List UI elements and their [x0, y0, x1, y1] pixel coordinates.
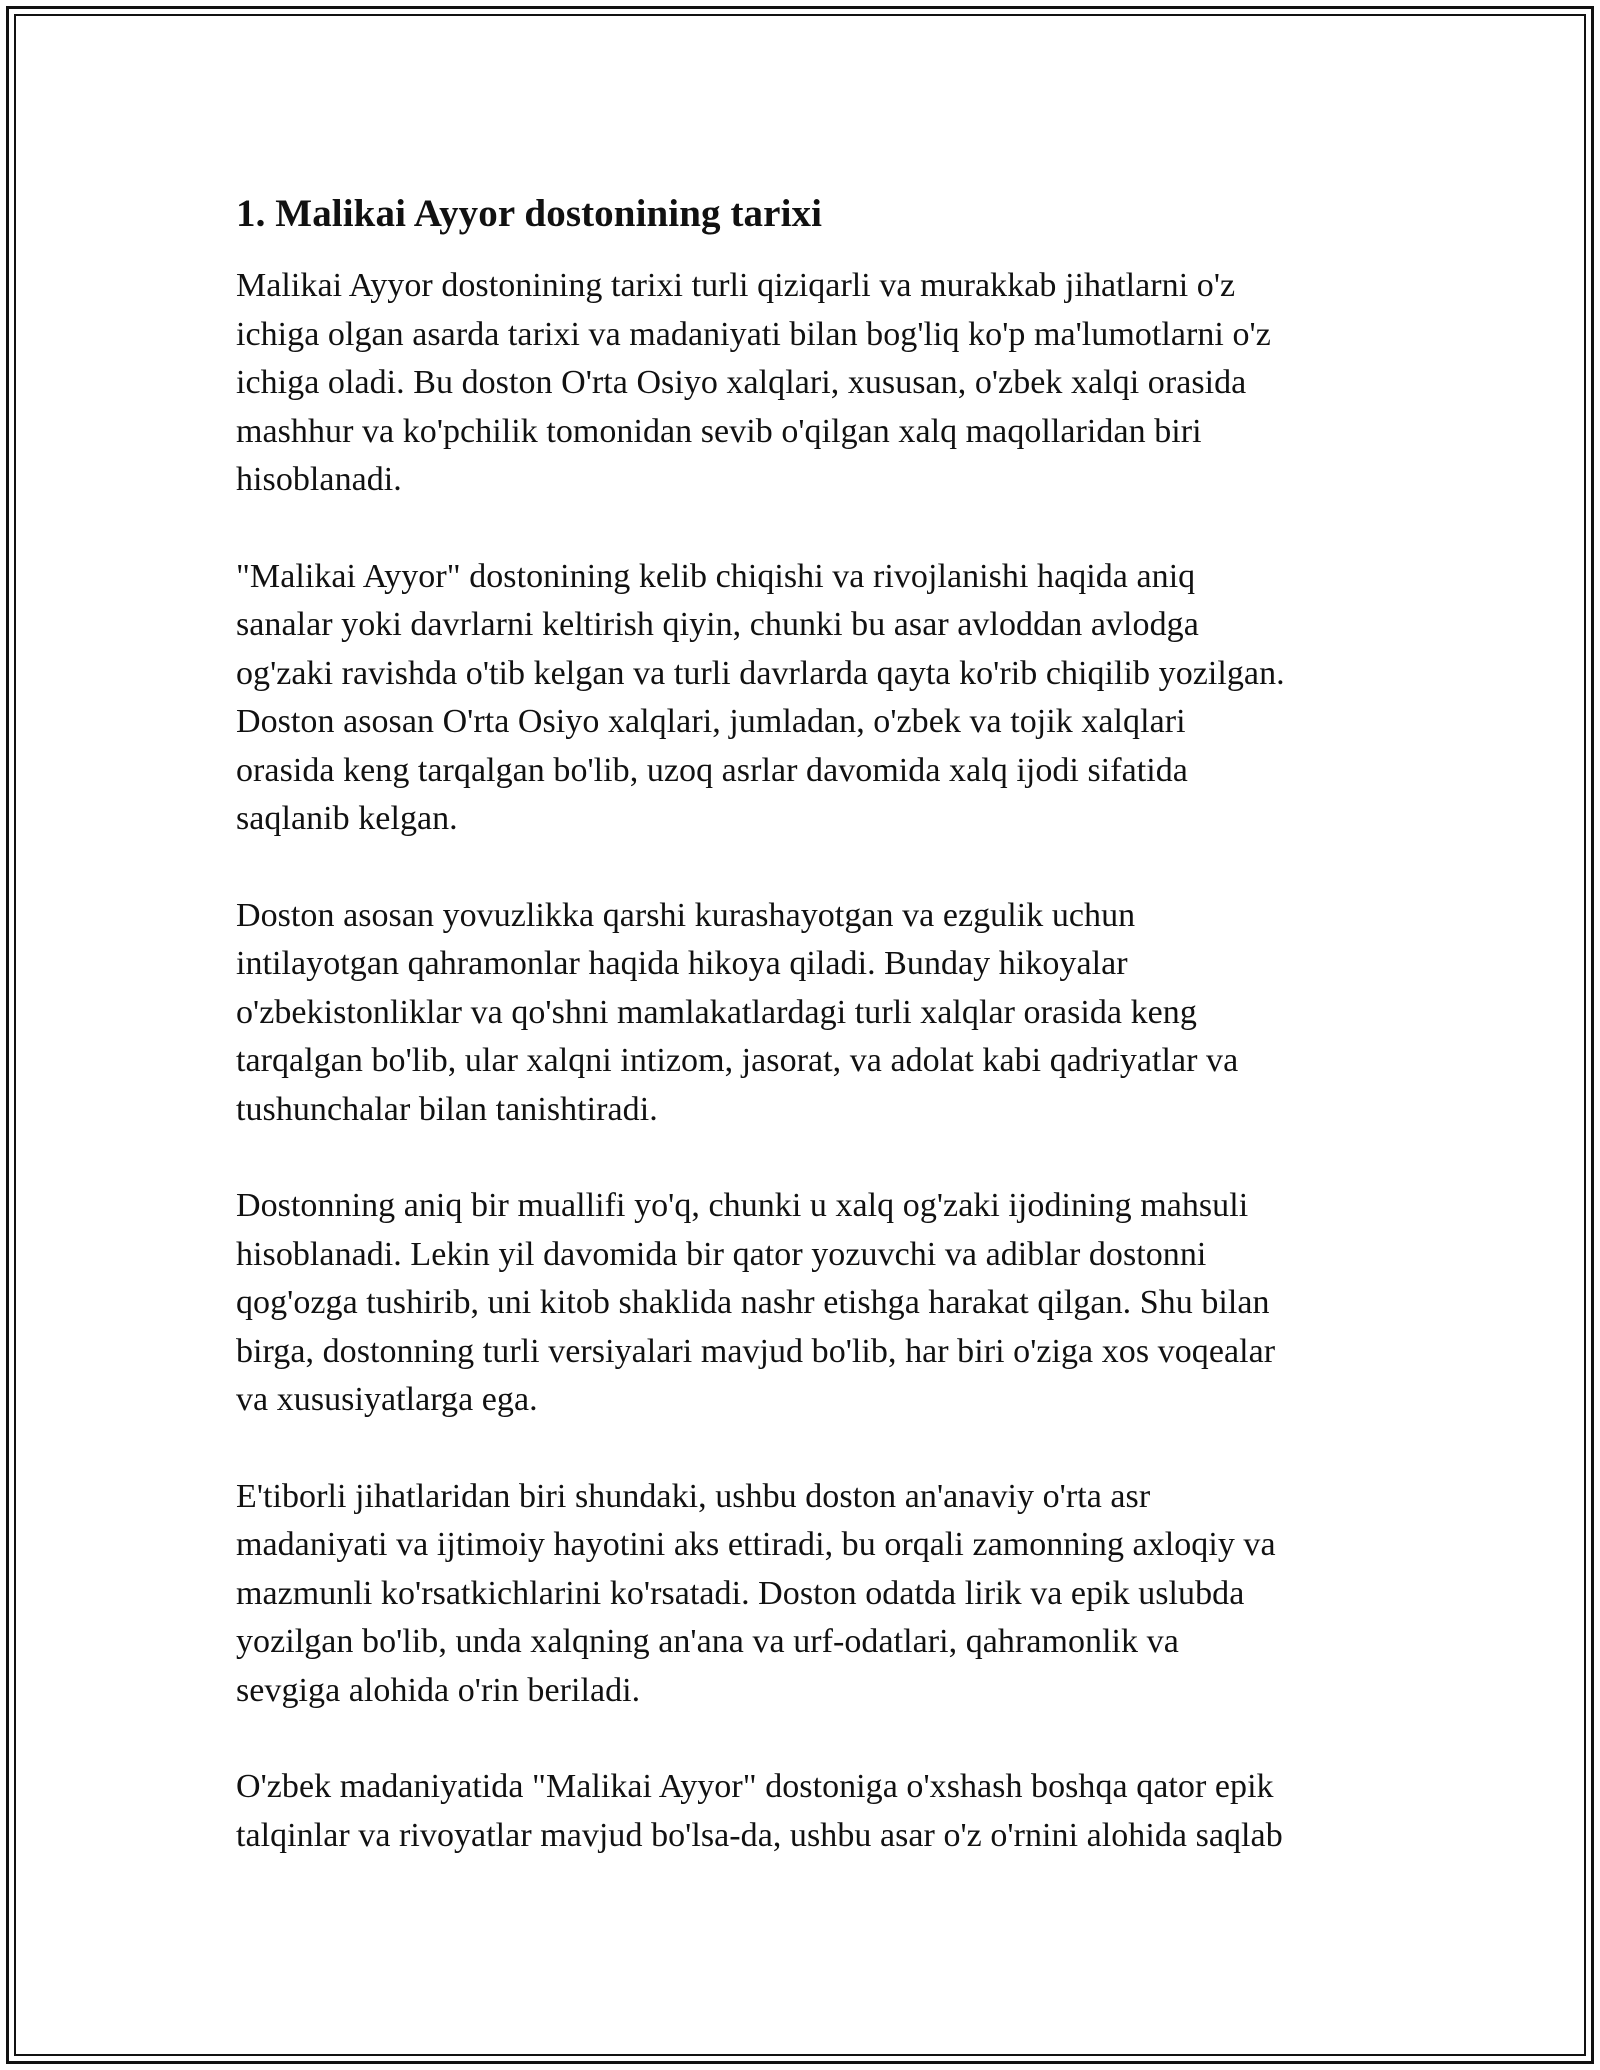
paragraph-line: Malikai Ayyor dostonining tarixi turli qiziqarli va murakkab jihatlarni o'z [236, 267, 1236, 304]
paragraph-line: orasida keng tarqalgan bo'lib, uzoq asrlar davomida xalq ijodi sifatida [236, 751, 1188, 789]
paragraph-line: yozilgan bo'lib, unda xalqning an'ana va urf-odatlari, qahramonlik va [236, 1623, 1179, 1660]
paragraph-line: O'zbek madaniyatida "Malikai Ayyor" dostoniga o'xshash boshqa qator epik [236, 1768, 1274, 1805]
paragraph-line: hisoblanadi. Lekin yil davomida bir qator yozuvchi va adiblar dostonni [236, 1235, 1207, 1273]
paragraph [236, 892, 1370, 1135]
paragraph [236, 1473, 1370, 1716]
paragraph-line: saqlanib kelgan. [236, 800, 458, 837]
paragraph-line: intilayotgan qahramonlar haqida hikoya qiladi. Bunday hikoyalar [236, 945, 1128, 982]
paragraph-line: va xususiyatlarga ega. [236, 1381, 538, 1418]
paragraph-line: hisoblanadi. [236, 461, 402, 498]
paragraph-line: birga, dostonning turli versiyalari mavjud bo'lib, har biri o'ziga xos voqealar [236, 1332, 1276, 1370]
paragraph-line: sanalar yoki davrlarni keltirish qiyin, chunki bu asar avloddan avlodga [236, 606, 1199, 643]
paragraph-line: tarqalgan bo'lib, ular xalqni intizom, jasorat, va adolat kabi qadriyatlar va [236, 1042, 1239, 1079]
paragraph [236, 1182, 1370, 1425]
document-content [236, 186, 1370, 1908]
paragraph-line: Dostonning aniq bir muallifi yo'q, chunki u xalq og'zaki ijodining mahsuli [236, 1187, 1249, 1224]
paragraph-line: o'zbekistonliklar va qo'shni mamlakatlardagi turli xalqlar orasida keng [236, 993, 1197, 1031]
paragraph-line: ichiga oladi. Bu doston O'rta Osiyo xalqlari, xususan, o'zbek xalqi orasida [236, 364, 1247, 401]
paragraph-line: tushunchalar bilan tanishtiradi. [236, 1090, 658, 1128]
paragraph-line: mashhur va ko'pchilik tomonidan sevib o'qilgan xalq maqollaridan biri [236, 412, 1202, 450]
paragraph-line: ichiga olgan asarda tarixi va madaniyati bilan bog'liq ko'p ma'lumotlarni o'z [236, 315, 1271, 353]
paragraph-line: E'tiborli jihatlaridan biri shundaki, ushbu doston an'anaviy o'rta asr [236, 1477, 1151, 1515]
paragraph-line: talqinlar va rivoyatlar mavjud bo'lsa-da, ushbu asar o'z o'rnini alohida saqlab [236, 1816, 1283, 1854]
paragraph-line: Doston asosan O'rta Osiyo xalqlari, jumladan, o'zbek va tojik xalqlari [236, 703, 1186, 740]
paragraph-line: "Malikai Ayyor" dostonining kelib chiqishi va rivojlanishi haqida aniq [236, 557, 1196, 595]
paragraph-line: mazmunli ko'rsatkichlarini ko'rsatadi. Doston odatda lirik va epik uslubda [236, 1574, 1245, 1612]
paragraph [236, 1763, 1370, 1860]
paragraph [236, 262, 1370, 505]
paragraph-line: madaniyati va ijtimoiy hayotini aks ettiradi, bu orqali zamonning axloqiy va [236, 1526, 1276, 1563]
paragraph-line: sevgiga alohida o'rin beriladi. [236, 1671, 641, 1709]
paragraph-line: Doston asosan yovuzlikka qarshi kurashayotgan va ezgulik uchun [236, 896, 1136, 934]
paragraph-line: qog'ozga tushirib, uni kitob shaklida nashr etishga harakat qilgan. Shu bilan [236, 1284, 1270, 1321]
paragraph [236, 553, 1370, 844]
section-heading: 1. Malikai Ayyor dostonining tarixi [236, 192, 823, 235]
paragraph-line: og'zaki ravishda o'tib kelgan va turli davrlarda qayta ko'rib chiqilib yozilgan. [236, 654, 1285, 692]
